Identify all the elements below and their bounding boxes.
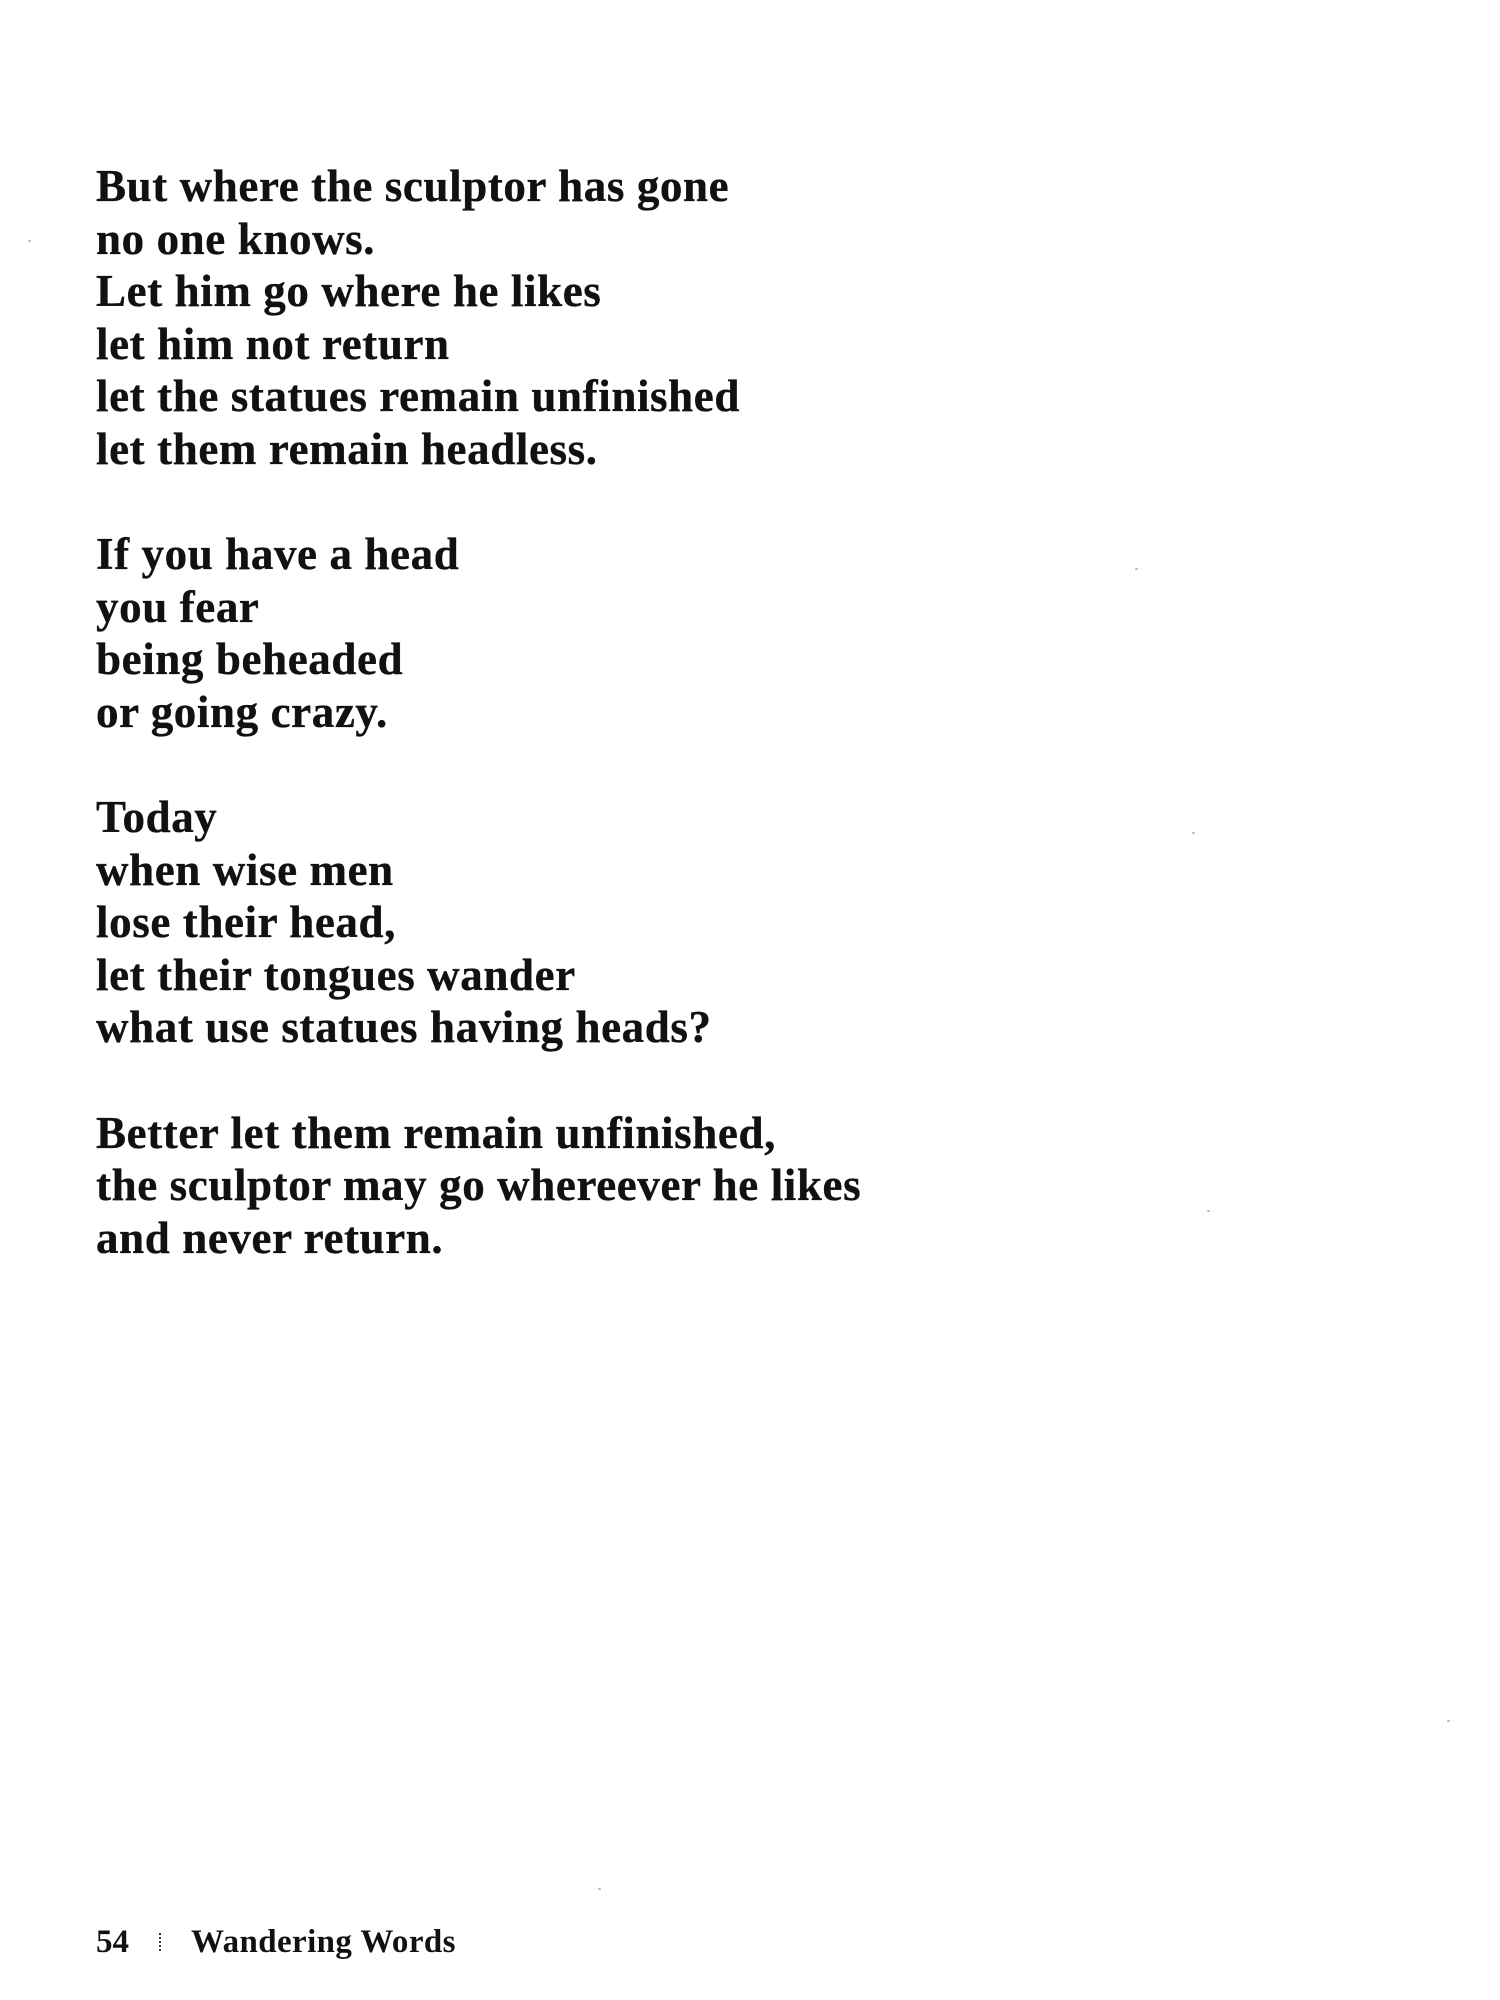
scan-speck	[1192, 832, 1195, 834]
scan-speck	[598, 1888, 601, 1890]
page-number: 54	[96, 1923, 129, 1960]
footer-separator	[159, 1933, 163, 1951]
page-footer	[96, 1922, 456, 1962]
poem-line: what use statues having heads?	[96, 1002, 712, 1052]
poem-line: But where the sculptor has gone	[96, 161, 730, 211]
scan-speck	[1207, 1210, 1210, 1212]
stanza-3	[96, 791, 1396, 1054]
scan-speck	[1135, 568, 1138, 570]
scan-speck	[28, 240, 31, 242]
poem-line: the sculptor may go whereever he likes	[96, 1160, 862, 1210]
poem-line: let their tongues wander	[96, 949, 576, 1000]
poem-body	[96, 160, 1396, 1317]
poem-line: no one knows.	[96, 213, 376, 264]
poem-line: let him not return	[96, 318, 450, 369]
stanza-2	[96, 528, 1396, 738]
poem-line: let them remain headless.	[96, 423, 598, 474]
poem-line: Better let them remain unfinished,	[96, 1107, 776, 1158]
poem-line: Today	[96, 792, 218, 842]
poem-line: you fear	[96, 581, 260, 632]
stanza-4	[96, 1107, 1396, 1265]
book-title: Wandering Words	[191, 1923, 456, 1960]
poem-line: lose their head,	[96, 897, 397, 947]
poem-line: and never return.	[96, 1212, 444, 1263]
poem-line: when wise men	[96, 844, 394, 895]
stanza-1	[96, 160, 1396, 475]
poem-line: being beheaded	[96, 634, 404, 684]
poem-line: Let him go where he likes	[96, 266, 602, 316]
poem-line: If you have a head	[96, 529, 460, 579]
poem-line: let the statues remain unfinished	[96, 371, 740, 421]
scan-speck	[1447, 1720, 1450, 1722]
poem-line: or going crazy.	[96, 686, 388, 737]
